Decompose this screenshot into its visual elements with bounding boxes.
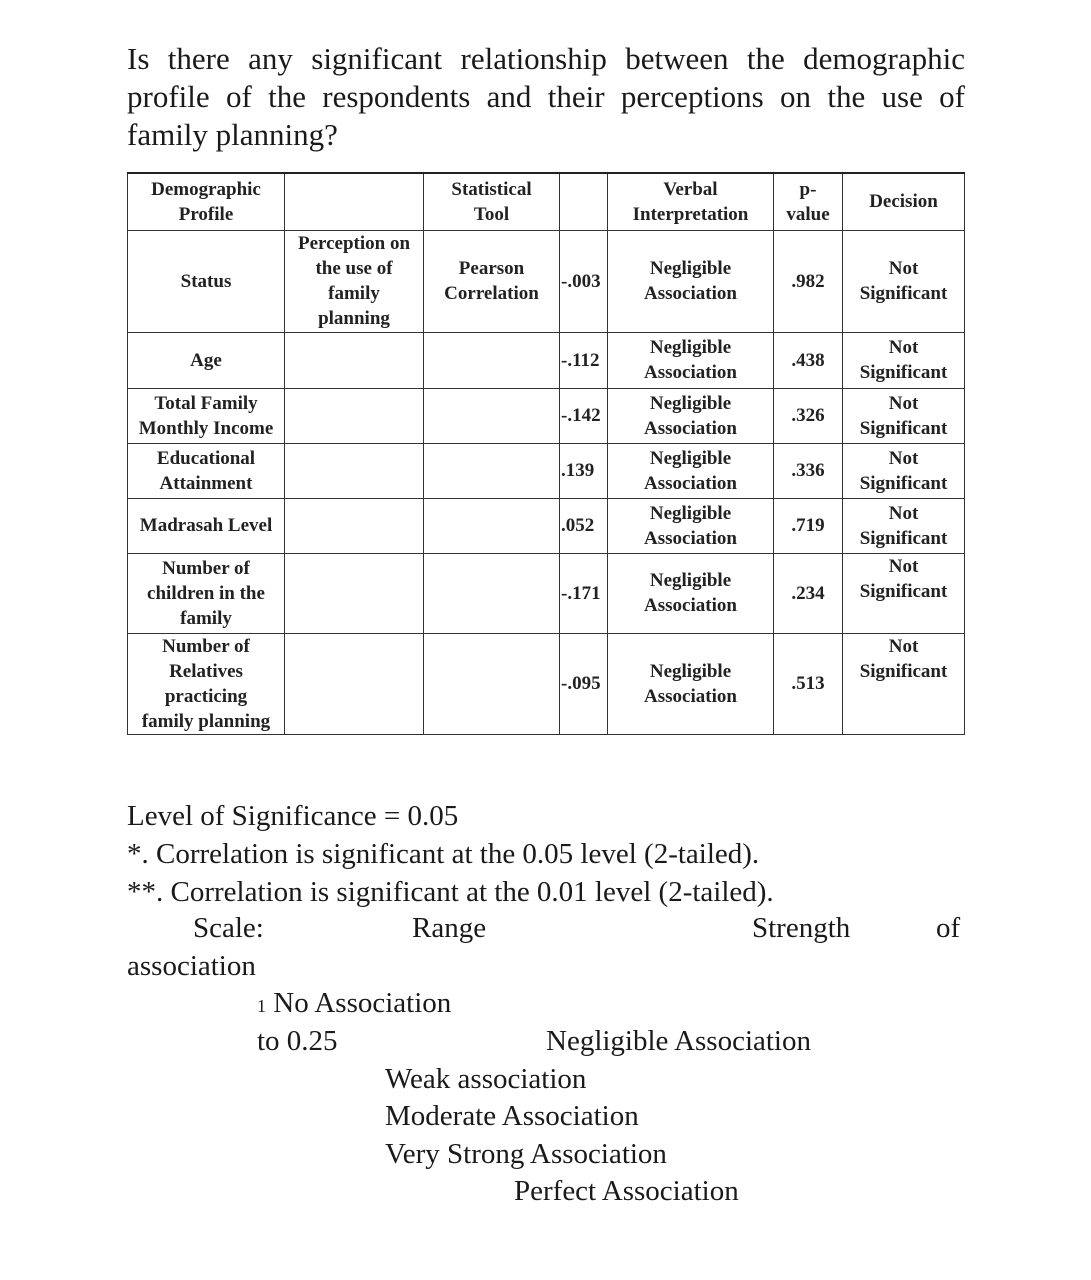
dependent-variable-cell <box>285 633 424 734</box>
decision-cell: Not Significant <box>843 498 965 553</box>
scale-row2-range: to 0.25 <box>257 1025 338 1057</box>
table-row <box>128 332 965 388</box>
scale-row-moderate: Moderate Association <box>385 1100 639 1132</box>
header-demographic-profile: Demographic Profile <box>128 173 285 230</box>
header-row <box>128 173 965 230</box>
table-row <box>128 498 965 553</box>
table-row <box>128 443 965 498</box>
p-value-cell: .982 <box>774 230 843 332</box>
verbal-interpretation-cell: Negligible Association <box>608 388 774 443</box>
demographic-profile-cell: Number of children in the family <box>128 553 285 633</box>
scale-of-word: of <box>936 912 961 944</box>
statistical-tool-cell <box>424 633 560 734</box>
correlation-value-cell: -.003 <box>560 230 608 332</box>
dependent-variable-cell <box>285 443 424 498</box>
footnote-1: *. Correlation is significant at the 0.05 level (2-tailed). <box>127 838 760 870</box>
header-statistical-tool: Statistical Tool <box>424 173 560 230</box>
scale-range-header: Range <box>412 912 487 944</box>
statistical-tool-cell <box>424 553 560 633</box>
p-value-cell: .719 <box>774 498 843 553</box>
results-table <box>127 172 965 735</box>
decision-cell: Not Significant <box>843 443 965 498</box>
statistical-tool-cell <box>424 388 560 443</box>
p-value-cell: .513 <box>774 633 843 734</box>
statistical-tool-cell: Pearson Correlation <box>424 230 560 332</box>
scale-row-no-association: 1 No Association <box>257 987 452 1019</box>
significance-level: Level of Significance = 0.05 <box>127 800 459 832</box>
scale-row-weak: Weak association <box>385 1063 587 1095</box>
header-decision: Decision <box>843 173 965 230</box>
header-blank-1 <box>285 173 424 230</box>
header-p-value: p- value <box>774 173 843 230</box>
dependent-variable-cell <box>285 388 424 443</box>
decision-cell: Not Significant <box>843 633 965 734</box>
correlation-value-cell: -.095 <box>560 633 608 734</box>
correlation-value-cell: -.171 <box>560 553 608 633</box>
dependent-variable-cell <box>285 332 424 388</box>
header-verbal-interpretation: Verbal Interpretation <box>608 173 774 230</box>
correlation-value-cell: .052 <box>560 498 608 553</box>
dependent-variable-cell: Perception on the use of family planning <box>285 230 424 332</box>
statistical-tool-cell <box>424 498 560 553</box>
demographic-profile-cell: Status <box>128 230 285 332</box>
demographic-profile-cell: Madrasah Level <box>128 498 285 553</box>
table-row <box>128 230 965 332</box>
decision-cell: Not Significant <box>843 553 965 633</box>
correlation-value-cell: -.142 <box>560 388 608 443</box>
decision-cell: Not Significant <box>843 332 965 388</box>
verbal-interpretation-cell: Negligible Association <box>608 230 774 332</box>
footnote-2: **. Correlation is significant at the 0.01 level (2-tailed). <box>127 876 774 908</box>
p-value-cell: .336 <box>774 443 843 498</box>
demographic-profile-cell: Number of Relatives practicing family planning <box>128 633 285 734</box>
correlation-value-cell: -.112 <box>560 332 608 388</box>
dependent-variable-cell <box>285 498 424 553</box>
footnotes <box>127 797 774 911</box>
demographic-profile-cell: Educational Attainment <box>128 443 285 498</box>
question-text: Is there any significant relationship between the demographic profile of the respondents and their perceptions on the use of family planning? <box>127 41 965 152</box>
p-value-cell: .438 <box>774 332 843 388</box>
scale-row2-strength: Negligible Association <box>546 1025 811 1057</box>
correlation-value-cell: .139 <box>560 443 608 498</box>
statistical-tool-cell <box>424 443 560 498</box>
table-row <box>128 553 965 633</box>
verbal-interpretation-cell: Negligible Association <box>608 498 774 553</box>
scale-row-very-strong: Very Strong Association <box>385 1138 667 1170</box>
demographic-profile-cell: Total Family Monthly Income <box>128 388 285 443</box>
header-blank-2 <box>560 173 608 230</box>
scale-strength-header: Strength <box>752 912 851 944</box>
verbal-interpretation-cell: Negligible Association <box>608 443 774 498</box>
decision-cell: Not Significant <box>843 388 965 443</box>
verbal-interpretation-cell: Negligible Association <box>608 332 774 388</box>
table-row <box>128 388 965 443</box>
scale-row-perfect: Perfect Association <box>514 1175 739 1207</box>
verbal-interpretation-cell: Negligible Association <box>608 633 774 734</box>
scale-label: Scale: <box>193 912 264 944</box>
p-value-cell: .234 <box>774 553 843 633</box>
demographic-profile-cell: Age <box>128 332 285 388</box>
decision-cell: Not Significant <box>843 230 965 332</box>
statistical-tool-cell <box>424 332 560 388</box>
p-value-cell: .326 <box>774 388 843 443</box>
scale-association-word: association <box>127 950 256 982</box>
dependent-variable-cell <box>285 553 424 633</box>
table-row <box>128 633 965 734</box>
verbal-interpretation-cell: Negligible Association <box>608 553 774 633</box>
